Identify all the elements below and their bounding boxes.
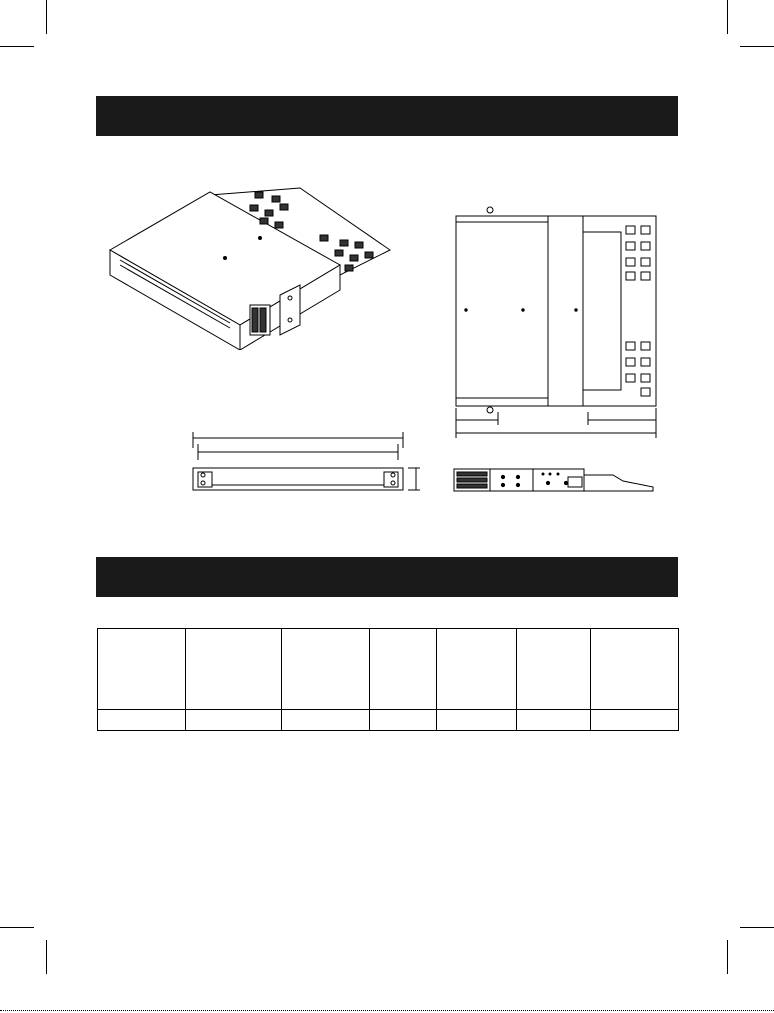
column-header bbox=[370, 629, 437, 710]
crop-mark-bottom-right-h bbox=[740, 927, 774, 928]
column-header bbox=[591, 629, 679, 710]
table-cell bbox=[370, 710, 437, 731]
crop-mark-bottom-right-v bbox=[727, 940, 728, 974]
table-cell bbox=[517, 710, 591, 731]
crop-mark-top-right-v bbox=[727, 0, 728, 34]
column-header bbox=[437, 629, 517, 710]
table-row bbox=[98, 710, 679, 731]
crop-mark-bottom-left-h bbox=[0, 927, 34, 928]
column-header bbox=[98, 629, 186, 710]
section-header-bar-1 bbox=[96, 96, 678, 136]
table-cell bbox=[437, 710, 517, 731]
table-cell bbox=[282, 710, 370, 731]
table-header-row bbox=[98, 629, 679, 710]
isometric-drawing bbox=[100, 180, 400, 350]
table-cell bbox=[98, 710, 186, 731]
top-view-drawing bbox=[448, 200, 663, 445]
table-cell bbox=[591, 710, 679, 731]
column-header bbox=[186, 629, 282, 710]
side-view-drawing bbox=[448, 465, 663, 495]
crop-mark-top-left-h bbox=[0, 46, 34, 47]
crop-mark-bottom-left-v bbox=[46, 940, 47, 974]
bottom-dotted-edge bbox=[0, 1010, 774, 1011]
section-header-bar-2 bbox=[96, 557, 678, 597]
specifications-table bbox=[97, 628, 679, 731]
column-header bbox=[282, 629, 370, 710]
table-cell bbox=[186, 710, 282, 731]
crop-mark-top-right-h bbox=[740, 46, 774, 47]
crop-mark-top-left-v bbox=[46, 0, 47, 34]
front-view-drawing bbox=[188, 430, 428, 495]
column-header bbox=[517, 629, 591, 710]
